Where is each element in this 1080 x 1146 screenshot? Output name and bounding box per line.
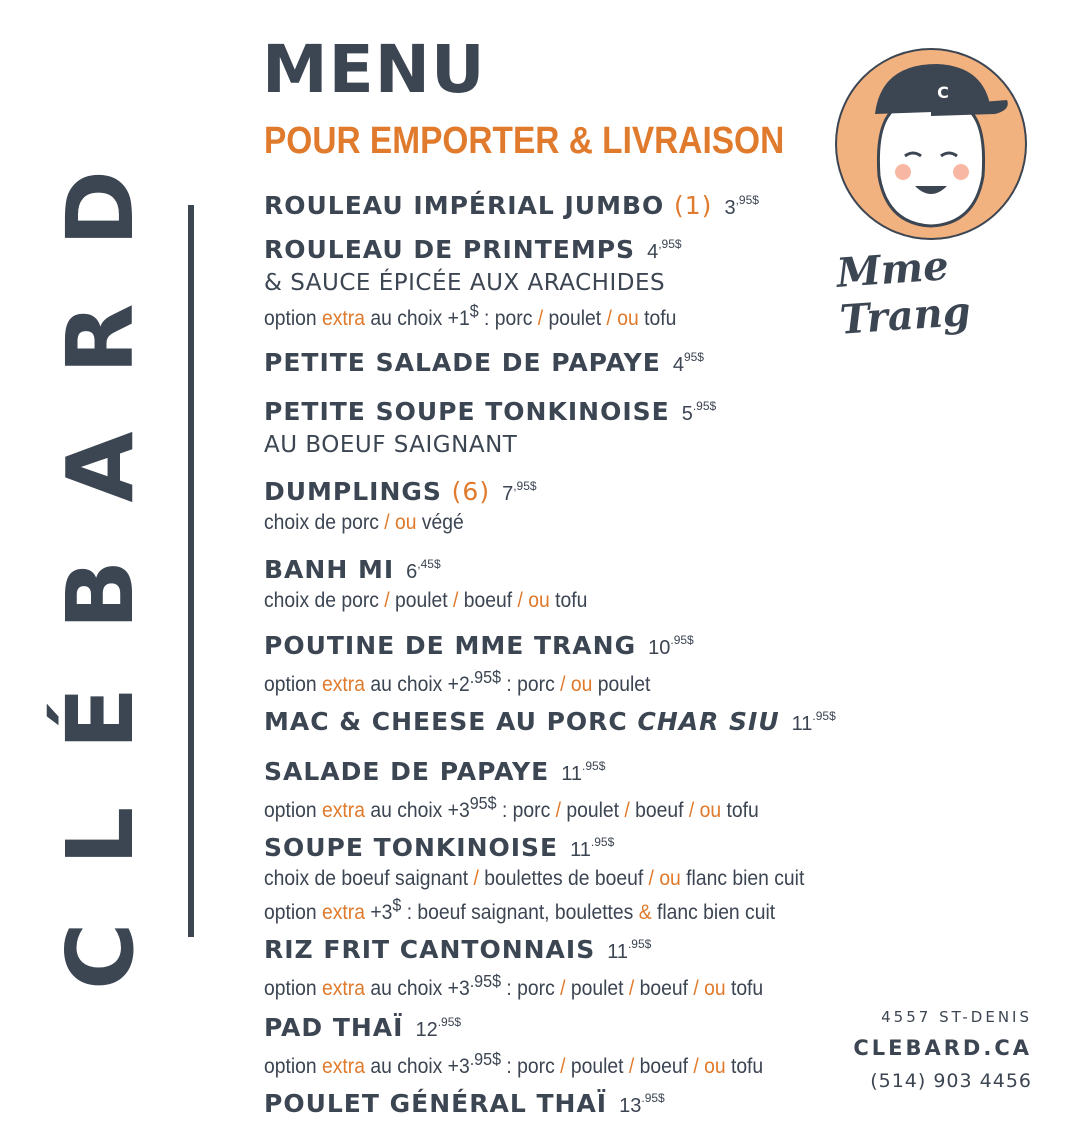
menu-item [264, 184, 759, 224]
item-quantity: (1) [674, 191, 713, 220]
menu-item [264, 548, 615, 614]
item-name: POUTINE DE MME TRANG [264, 631, 637, 660]
item-price: $11^{.95\$}$ [607, 937, 652, 963]
item-option: option extra au choix +1$ : porc / poulet / ou tofu [264, 301, 677, 330]
menu-item [264, 228, 712, 332]
item-option: option extra au choix $+2^{.95\$}$ : porc / ou poulet [264, 667, 651, 696]
item-name: PAD THAÏ [264, 1013, 404, 1042]
item-choices: choix de porc / ou végé [264, 511, 464, 534]
item-price: $13^{.95\$}$ [619, 1091, 665, 1117]
item-name: MAC & CHEESE AU PORC [264, 707, 628, 736]
item-name: PETITE SALADE DE PAPAYE [264, 348, 661, 377]
item-name: DUMPLINGS [264, 477, 442, 506]
item-description: & SAUCE ÉPICÉE AUX ARACHIDES [264, 270, 666, 296]
menu-item [264, 341, 704, 381]
signature: Mme Trang [835, 242, 973, 344]
item-price: $11^{.95\$}$ [561, 759, 606, 785]
brand-name: CLÉBARD [47, 170, 154, 990]
item-option: option extra au choix $+3^{.95\$}$ : porc / poulet / boeuf / ou tofu [264, 971, 764, 1000]
item-price: $4^{95\$}$ [672, 350, 704, 376]
mme-trang-portrait-icon [835, 48, 1027, 240]
item-name: RIZ FRIT CANTONNAIS [264, 935, 596, 964]
item-quantity: (6) [451, 477, 491, 506]
menu-item [264, 624, 694, 698]
item-price: $11^{.95\$}$ [570, 835, 615, 861]
menu-item [264, 700, 836, 740]
item-name: BANH MI [264, 555, 395, 584]
item-option: option extra au choix $+3^{.95\$}$ : porc / poulet / boeuf / ou tofu [264, 1049, 764, 1078]
page-title: MENU [262, 31, 486, 108]
page-subtitle: POUR EMPORTER & LIVRAISON [264, 120, 785, 162]
item-price: $3^{,95\$}$ [724, 193, 759, 219]
item-price: $7^{,95\$}$ [502, 479, 537, 505]
menu-item [264, 928, 807, 1002]
item-name: SOUPE TONKINOISE [264, 833, 559, 862]
address: 4557 ST-DENIS [881, 1008, 1032, 1026]
item-name: PETITE SOUPE TONKINOISE [264, 397, 670, 426]
website-link[interactable]: CLEBARD.CA [853, 1036, 1032, 1060]
item-price: $11^{.95\$}$ [791, 709, 836, 735]
brand-vertical-logo [0, 120, 190, 1020]
item-name-italic: CHAR SIU [637, 707, 780, 736]
item-price: $6^{,45\$}$ [406, 557, 441, 583]
menu-item [264, 1006, 807, 1080]
vertical-divider [188, 205, 194, 937]
item-choices: choix de boeuf saignant / boulettes de boeuf / ou flanc bien cuit [264, 867, 805, 890]
item-price: $4^{,95\$}$ [647, 237, 682, 263]
item-name: ROULEAU DE PRINTEMPS [264, 235, 636, 264]
menu-item [264, 1082, 665, 1122]
item-name: POULET GÉNÉRAL THAÏ [264, 1089, 608, 1118]
menu-item [264, 750, 802, 824]
item-price: $12^{.95\$}$ [415, 1015, 462, 1041]
item-option: option extra +3$ : boeuf saignant, boulettes & flanc bien cuit [264, 895, 776, 924]
item-price: $5^{.95\$}$ [681, 399, 717, 425]
item-name: ROULEAU IMPÉRIAL JUMBO [264, 191, 665, 220]
cap-letter: C [937, 83, 949, 102]
item-option: option extra au choix $+3^{95\$}$ : porc / poulet / boeuf / ou tofu [264, 793, 759, 822]
menu-item [264, 470, 537, 536]
phone-number[interactable]: (514) 903 4456 [870, 1070, 1032, 1092]
item-name: SALADE DE PAPAYE [264, 757, 550, 786]
item-choices: choix de porc / poulet / boeuf / ou tofu [264, 589, 588, 612]
item-description: AU BOEUF SAIGNANT [264, 432, 518, 458]
menu-item [264, 390, 716, 460]
item-price: $10^{.95\$}$ [648, 633, 694, 659]
menu-item [264, 826, 851, 926]
